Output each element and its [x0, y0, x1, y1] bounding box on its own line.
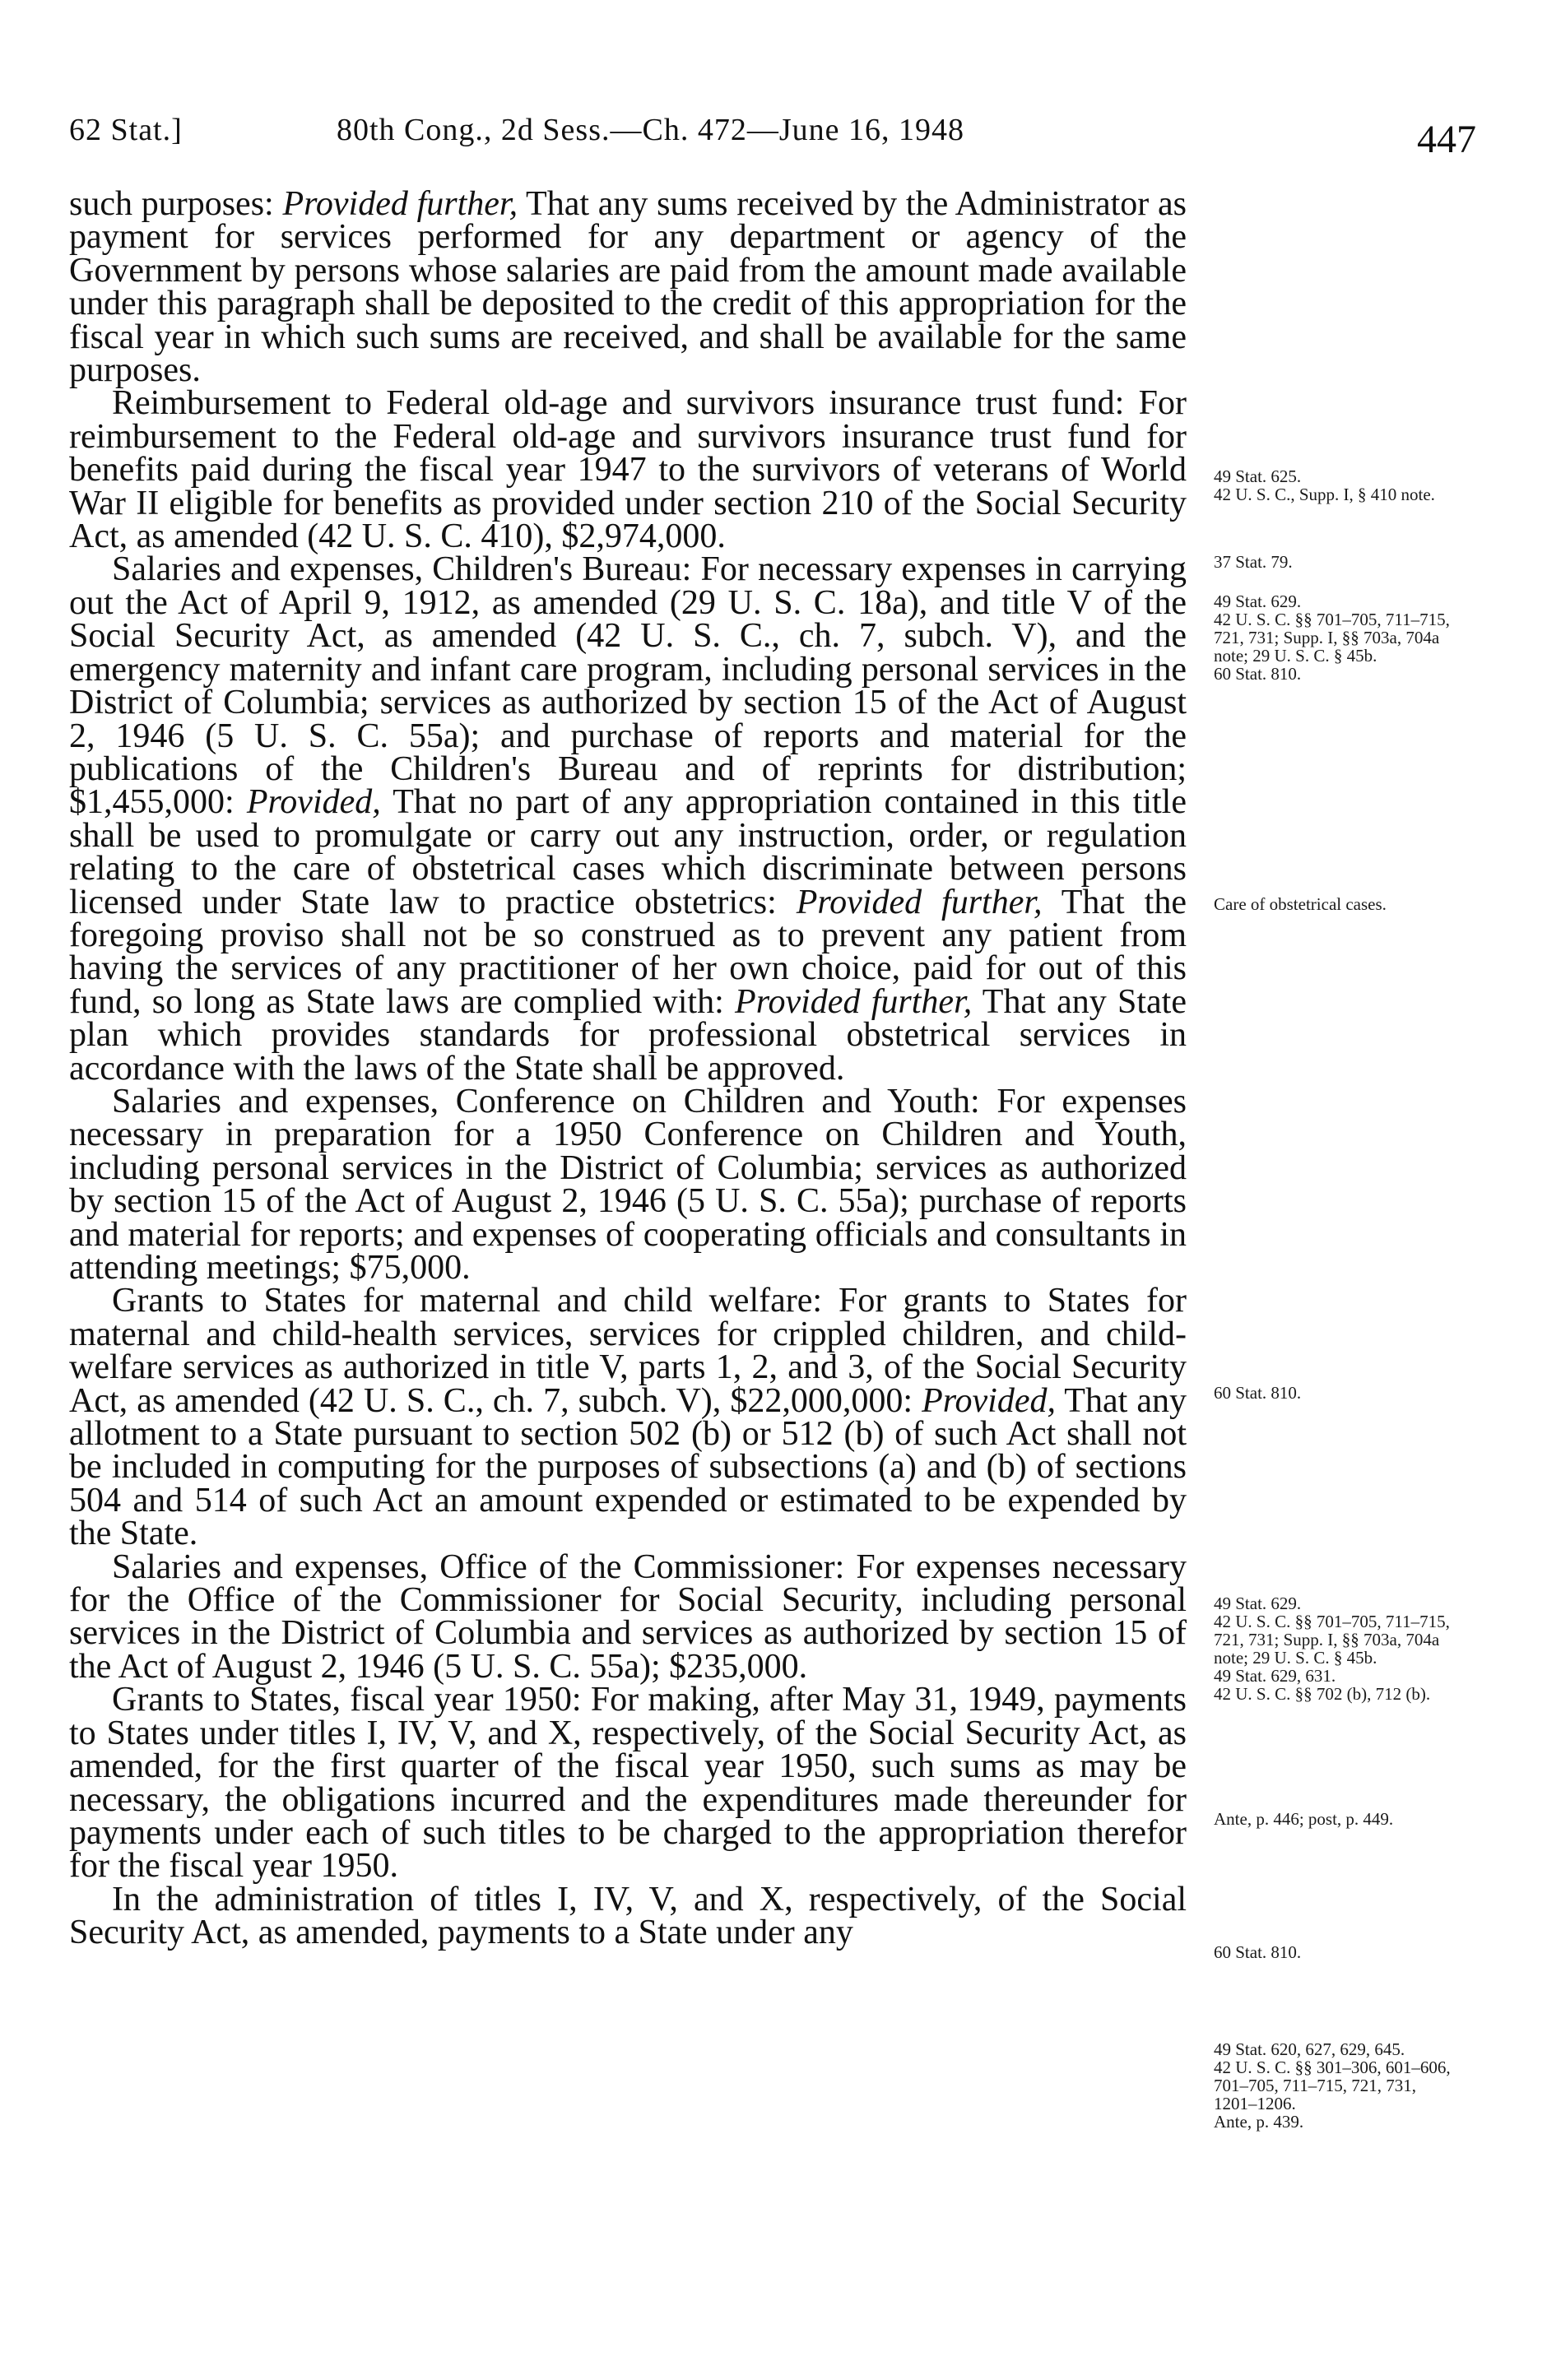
italic-proviso: Provided further,: [796, 883, 1043, 921]
text-run: Reimbursement to Federal old-age and survivors insurance trust fund: For reimbursement to the Federal old-age and survivors insurance trust fund for benefits paid during the fiscal year 1947 to the survivors of veterans of World War II eligible for benefits as provided under section 210 of the Social Security Act, as amended (42 U. S. C. 410), $2,974,000.: [69, 384, 1187, 556]
margin-note: [1214, 467, 1461, 503]
text-run: Salaries and expenses, Conference on Children and Youth: For expenses necessary in preparation for a 1950 Conference on Children and Youth, including personal services in the District of Columbia; services as authorized by section 15 of the Act of August 2, 1946 (5 U. S. C. 55a); purchase of reports and material for reports; and expenses of cooperating officials and consultants in attending meetings; $75,000.: [69, 1082, 1187, 1287]
paragraph: [69, 1282, 1187, 1553]
paragraph: [69, 1681, 1187, 1886]
margin-note: [1214, 553, 1461, 571]
margin-note-text: Care of obstetrical cases.: [1214, 894, 1387, 914]
margin-note-text: 49 Stat. 620, 627, 629, 645. 42 U. S. C. §§ 301–306, 601–606, 701–705, 711–715, 721, 731, 1201–1206. Ante, p. 439.: [1214, 2039, 1451, 2132]
italic-proviso: Provided,: [246, 783, 381, 822]
margin-note-text: 60 Stat. 810.: [1214, 1383, 1302, 1403]
header-session: 80th Cong., 2d Sess.—Ch. 472—June 16, 1948: [337, 113, 964, 147]
text-run: Grants to States, fiscal year 1950: For making, after May 31, 1949, payments to States under titles I, IV, V, and X, respectively, of the Social Security Act, as amended, for the first quarter of the fiscal year 1950, such sums as may be necessary, the obligations incurred and the expenditures made thereunder for payments under each of such titles to be charged to the appropriation therefor for the fiscal year 1950.: [69, 1681, 1187, 1886]
text-run: That any State plan which provides standards for professional obstetrical services in accordance with the laws of the State shall be approved.: [69, 982, 1187, 1088]
margin-note: [1214, 1384, 1461, 1402]
text-run: Grants to States for maternal and child welfare: For grants to States for maternal and child-health services, services for crippled children, and child-welfare services as authorized in title V, parts 1, 2, and 3, of the Social Security Act, as amended (42 U. S. C., ch. 7, subch. V), $22,000,000:: [69, 1282, 1187, 1420]
margin-note: [1214, 1594, 1461, 1703]
header-volume: 62 Stat.]: [69, 113, 183, 147]
margin-note-text: 60 Stat. 810.: [1214, 1942, 1302, 1962]
margin-note-text: 49 Stat. 629. 42 U. S. C. §§ 701–705, 711–715, 721, 731; Supp. I, §§ 703a, 704a note; 29 U. S. C. § 45b. 60 Stat. 810.: [1214, 592, 1450, 684]
italic-proviso: Provided,: [922, 1381, 1056, 1420]
text-run: That the foregoing proviso shall not be so construed as to prevent any patient from having the services of any practitioner of her own choice, paid for out of this fund, so long as State laws are complied with:: [69, 883, 1187, 1021]
text-run: In the administration of titles I, IV, V, and X, respectively, of the Social Security Act, as amended, payments to a State under any: [69, 1880, 1187, 1952]
margin-note-text: 37 Stat. 79.: [1214, 552, 1293, 572]
italic-proviso: Provided further,: [282, 185, 518, 223]
italic-proviso: Provided further,: [735, 982, 973, 1021]
paragraph: [69, 1880, 1187, 1952]
text-run: That any sums received by the Administrator as payment for services performed for any department or agency of the Government by persons whose salaries are paid from the amount made available under this paragraph shall be deposited to the credit of this appropriation for the fiscal year in which such sums are received, and shall be available for the same purposes.: [69, 185, 1187, 390]
paragraph: [69, 1082, 1187, 1287]
margin-note: [1214, 2040, 1461, 2131]
running-header: [69, 112, 1476, 169]
text-run: That any allotment to a State pursuant to section 502 (b) or 512 (b) of such Act shall not be included in computing for the purposes of subsections (a) and (b) of sections 504 and 514 of such Act an amount expended or estimated to be expended by the State.: [69, 1381, 1187, 1553]
page-number: 447: [1417, 118, 1476, 161]
body-text: [69, 185, 1187, 1952]
text-run: That no part of any appropriation contained in this title shall be used to promulgate or carry out any instruction, order, or regulation relating to the care of obstetrical cases which discriminate between persons licensed under State law to practice obstetrics:: [69, 783, 1187, 921]
text-run: such purposes:: [69, 185, 283, 223]
paragraph: [69, 185, 1187, 390]
margin-note: [1214, 1810, 1461, 1828]
text-run: Salaries and expenses, Children's Bureau: For necessary expenses in carrying out the Act of April 9, 1912, as amended (29 U. S. C. 18a), and title V of the Social Security Act, as amended (42 U. S. C., ch. 7, subch. V), and the emergency maternity and infant care program, including personal services in the District of Columbia; services as authorized by section 15 of the Act of August 2, 1946 (5 U. S. C. 55a); and purchase of reports and material for the publications of the Children's Bureau and of reprints for distribution; $1,455,000:: [69, 550, 1187, 822]
margin-note-text: 49 Stat. 625. 42 U. S. C., Supp. I, § 410 note.: [1214, 466, 1435, 504]
margin-note: [1214, 592, 1461, 683]
margin-note-text: 49 Stat. 629. 42 U. S. C. §§ 701–705, 711–715, 721, 731; Supp. I, §§ 703a, 704a note; 29 U. S. C. § 45b. 49 Stat. 629, 631. 42 U. S. C. §§ 702 (b), 712 (b).: [1214, 1594, 1450, 1704]
margin-note: [1214, 1943, 1461, 1961]
margin-note-text: Ante, p. 446; post, p. 449.: [1214, 1809, 1394, 1829]
margin-note: [1214, 895, 1461, 913]
text-run: Salaries and expenses, Office of the Commissioner: For expenses necessary for the Office of the Commissioner for Social Security, including personal services in the District of Columbia and services as authorized by section 15 of the Act of August 2, 1946 (5 U. S. C. 55a); $235,000.: [69, 1547, 1187, 1686]
paragraph: [69, 1547, 1187, 1686]
paragraph: [69, 550, 1187, 1088]
paragraph: [69, 384, 1187, 556]
